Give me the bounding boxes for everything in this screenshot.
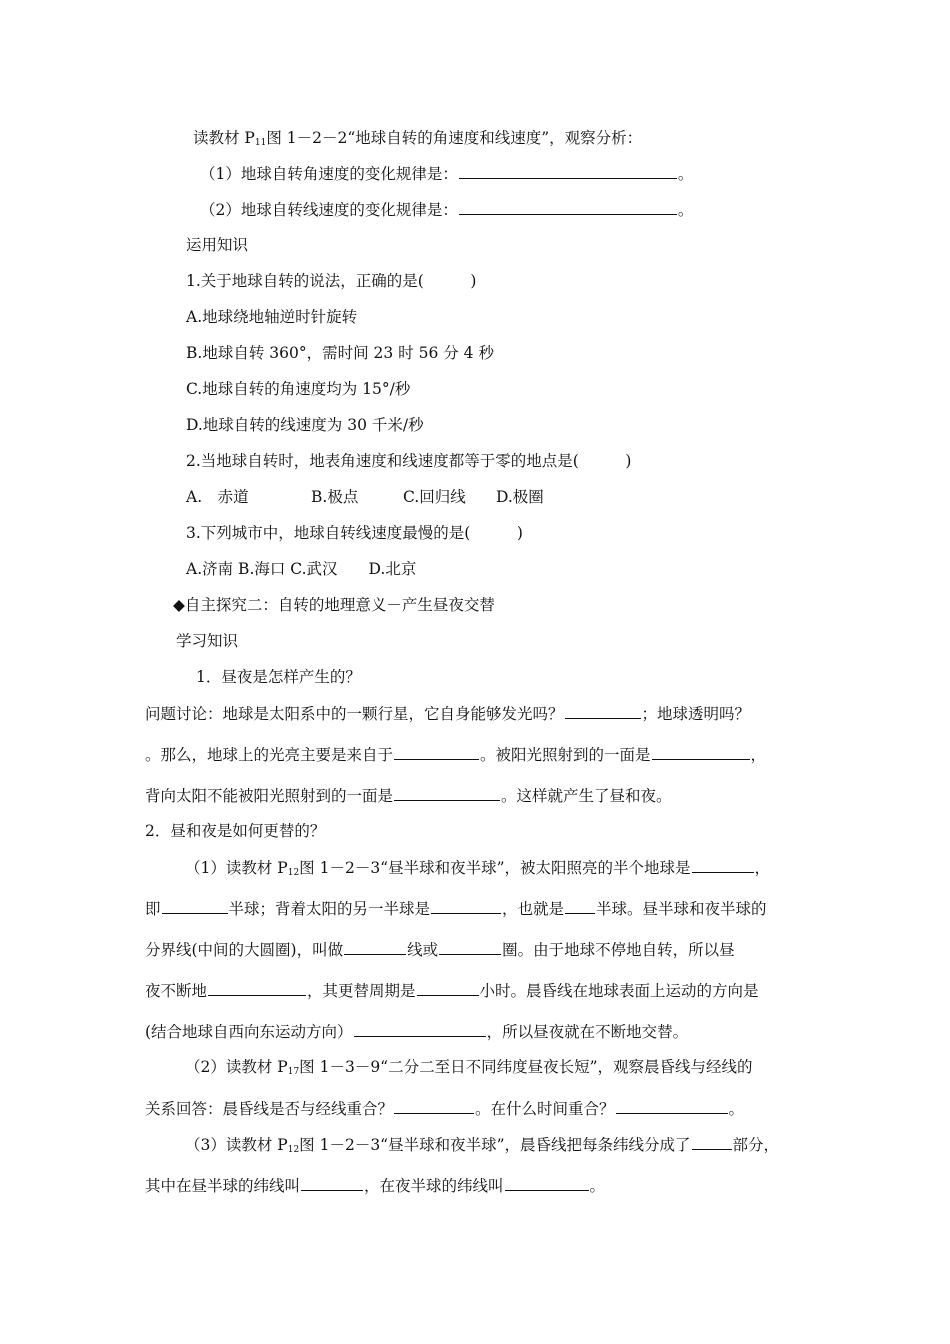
answer-blank[interactable]: [459, 162, 677, 179]
s1-text: ，: [750, 746, 767, 764]
p2-text: 。: [728, 1100, 745, 1118]
s1-text: 。那么，地球上的光亮主要是来自于: [145, 746, 394, 764]
mc3-options: A.济南 B.海口 C.武汉 D.北京: [186, 560, 417, 578]
p1-text: 图 1－2－3“昼半球和夜半球”，被太阳照亮的半个地球是: [299, 859, 691, 877]
answer-blank[interactable]: [565, 702, 641, 719]
mc1-option-b: B.地球自转 360°，需时间 23 时 56 分 4 秒: [186, 344, 494, 362]
p3-text: 图 1－2－3“昼半球和夜半球”，晨昏线把每条纬线分成了: [299, 1136, 691, 1154]
p1-text: 即: [145, 900, 161, 918]
page-subscript: 11: [254, 138, 267, 148]
section-1-title: 1．昼夜是怎样产生的？: [196, 668, 361, 686]
mc2-stem: 2.当地球自转时，地表角速度和线速度都等于零的地点是( ): [186, 452, 632, 470]
page-subscript: 12: [287, 1145, 300, 1155]
p2-line-2: [145, 1097, 744, 1120]
p1-text: 小时。晨昏线在地球表面上运动的方向是: [479, 982, 759, 1000]
p1-text: （1）读教材 P: [185, 859, 288, 877]
q2-text: （2）地球自转线速度的变化规律是：: [200, 201, 458, 219]
s1-text: ；地球透明吗？: [641, 705, 751, 723]
p3-line-2: [145, 1174, 605, 1197]
s1-text: 。被阳光照射到的一面是: [480, 746, 651, 764]
answer-blank[interactable]: [565, 897, 595, 914]
p1-text: (结合地球自西向东运动方向）: [145, 1023, 353, 1041]
answer-blank[interactable]: [652, 743, 750, 760]
p1-text: ，其更替周期是: [307, 982, 416, 1000]
answer-blank[interactable]: [394, 743, 479, 760]
mc1-option-c: C.地球自转的角速度均为 15°/秒: [186, 380, 411, 398]
answer-blank[interactable]: [692, 1133, 732, 1150]
answer-blank[interactable]: [394, 784, 500, 801]
s1-line-3: [145, 784, 672, 807]
p1-text: 分界线(中间的大圆圈)，叫做: [145, 941, 344, 959]
q1-end: 。: [677, 165, 694, 183]
p3-text: （3）读教材 P: [185, 1136, 288, 1154]
p1-line-1: [185, 856, 770, 884]
section-2-title: 2．昼和夜是如何更替的？: [145, 822, 326, 840]
p2-text: 。在什么时间重合？: [475, 1100, 615, 1118]
p2-line-1: [185, 1056, 753, 1083]
answer-blank[interactable]: [692, 856, 754, 873]
mc1-option-d: D.地球自转的线速度为 30 千米/秒: [186, 416, 424, 434]
p3-line-1: [185, 1133, 779, 1161]
s1-line-1: [145, 702, 750, 725]
s1-text: 背向太阳不能被阳光照射到的一面是: [145, 787, 394, 805]
question-2-line: [200, 198, 693, 221]
p3-text: 。: [589, 1177, 606, 1195]
explore-heading: ◆自主探究二：自转的地理意义－产生昼夜交替: [173, 596, 495, 614]
page-subscript: 17: [287, 1067, 300, 1077]
p1-line-4: [145, 979, 759, 1002]
answer-blank[interactable]: [616, 1097, 728, 1114]
mc2-option-c: C.回归线: [403, 488, 466, 506]
answer-blank[interactable]: [344, 938, 406, 955]
intro-suffix: 图 1－2－2“地球自转的角速度和线速度”，观察分析：: [266, 129, 643, 147]
intro-line: [193, 127, 642, 154]
intro-prefix: 读教材 P: [193, 129, 255, 147]
answer-blank[interactable]: [505, 1174, 589, 1191]
mc1-option-a: A.地球绕地轴逆时针旋转: [186, 308, 358, 326]
p1-line-2: [145, 897, 767, 920]
p3-text: ，在夜半球的纬线叫: [364, 1177, 504, 1195]
answer-blank[interactable]: [301, 1174, 363, 1191]
mc2-option-a: A. 赤道: [186, 488, 249, 506]
p1-text: ，: [754, 859, 771, 877]
mc2-option-b: B.极点: [311, 488, 359, 506]
page-subscript: 12: [287, 868, 300, 878]
p1-text: ，也就是: [502, 900, 565, 918]
p1-line-3: [145, 938, 735, 961]
q2-end: 。: [677, 201, 694, 219]
p1-text: 圈。由于地球不停地自转，所以昼: [502, 941, 735, 959]
s1-text: 。这样就产生了昼和夜。: [501, 787, 672, 805]
apply-heading: 运用知识: [186, 236, 249, 254]
answer-blank[interactable]: [439, 938, 501, 955]
answer-blank[interactable]: [417, 979, 479, 996]
s1-text: 问题讨论：地球是太阳系中的一颗行星，它自身能够发光吗？: [145, 705, 564, 723]
p3-text: 其中在昼半球的纬线叫: [145, 1177, 301, 1195]
q1-text: （1）地球自转角速度的变化规律是：: [200, 165, 458, 183]
answer-blank[interactable]: [394, 1097, 474, 1114]
mc3-stem: 3.下列城市中，地球自转线速度最慢的是( ): [186, 524, 523, 542]
s1-line-2: [145, 743, 766, 766]
p1-text: 半球。昼半球和夜半球的: [596, 900, 767, 918]
answer-blank[interactable]: [208, 979, 306, 996]
p1-line-5: [145, 1020, 688, 1043]
p1-text: 夜不断地: [145, 982, 208, 1000]
p2-text: 关系回答：晨昏线是否与经线重合？: [145, 1100, 394, 1118]
p3-text: 部分，: [732, 1136, 780, 1154]
p2-text: 图 1－3－9“二分二至日不同纬度昼夜长短”，观察晨昏线与经线的: [299, 1058, 753, 1076]
learn-heading: 学习知识: [176, 632, 239, 650]
p2-text: （2）读教材 P: [185, 1058, 288, 1076]
p1-text: 线或: [407, 941, 439, 959]
answer-blank[interactable]: [431, 897, 501, 914]
mc1-stem: 1.关于地球自转的说法，正确的是( ): [186, 272, 477, 290]
p1-text: 半球；背着太阳的另一半球是: [228, 900, 431, 918]
answer-blank[interactable]: [162, 897, 228, 914]
p1-text: ，所以昼夜就在不断地交替。: [486, 1023, 689, 1041]
answer-blank[interactable]: [459, 198, 677, 215]
mc2-option-d: D.极圈: [496, 488, 544, 506]
question-1-line: [200, 162, 693, 185]
answer-blank[interactable]: [354, 1020, 486, 1037]
